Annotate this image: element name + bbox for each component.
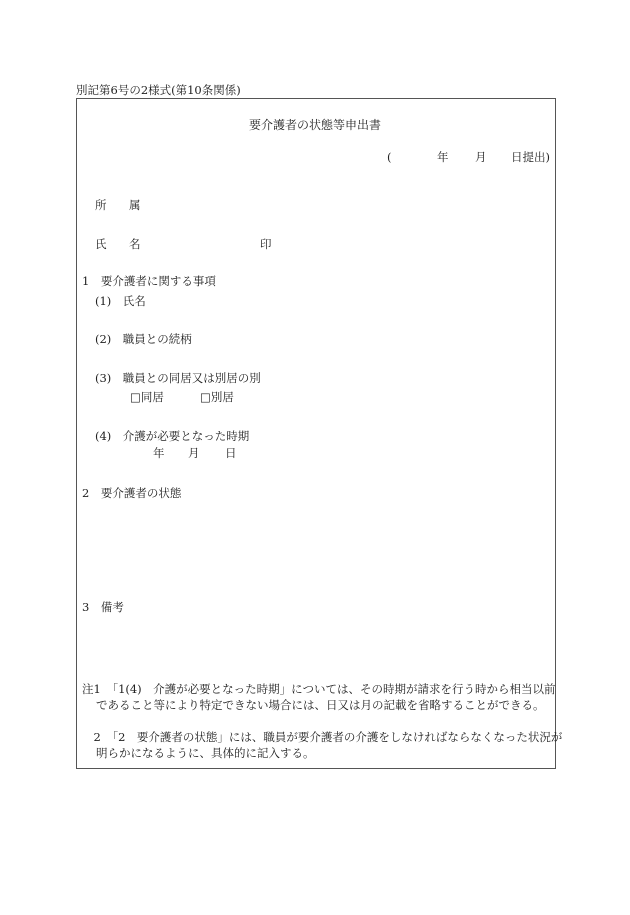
seal-label: 印	[260, 237, 272, 251]
note-1: 注1 「1(4) 介護が必要となった時期」については、その時期が請求を行う時から相当以前であること等により特定できない場合には、日又は月の記載を省略することができる。	[82, 682, 556, 712]
care-day[interactable]: 日	[225, 446, 237, 460]
affiliation-label-a: 所	[95, 198, 107, 212]
care-year[interactable]: 年	[153, 446, 165, 460]
item3-residence: (3) 職員との同居又は別居の別	[95, 371, 261, 385]
date-month[interactable]: 月	[475, 150, 487, 164]
checkbox-separate[interactable]: □別居	[200, 390, 234, 404]
date-open: (	[387, 150, 392, 164]
name-label-b: 名	[129, 237, 141, 251]
section2-heading: 2 要介護者の状態	[82, 486, 182, 500]
affiliation-label-b: 属	[129, 198, 141, 212]
section1-heading: 1 要介護者に関する事項	[82, 274, 216, 288]
item1-name: (1) 氏名	[95, 294, 146, 308]
note-2: 2 「2 要介護者の状態」には、職員が要介護者の介護をしなければならなくなった状況が明らかになるように、具体的に記入する。	[82, 730, 563, 760]
care-month[interactable]: 月	[188, 446, 200, 460]
name-label-a: 氏	[95, 237, 107, 251]
item4-care-start: (4) 介護が必要となった時期	[95, 429, 250, 443]
form-label: 別記第6号の2様式(第10条関係)	[76, 83, 241, 97]
item2-relationship: (2) 職員との続柄	[95, 332, 192, 346]
date-day[interactable]: 日提出)	[511, 150, 550, 164]
page-title: 要介護者の状態等申出書	[248, 118, 381, 132]
date-year[interactable]: 年	[437, 150, 449, 164]
section3-heading: 3 備考	[82, 600, 124, 614]
checkbox-cohabit[interactable]: □同居	[130, 390, 164, 404]
